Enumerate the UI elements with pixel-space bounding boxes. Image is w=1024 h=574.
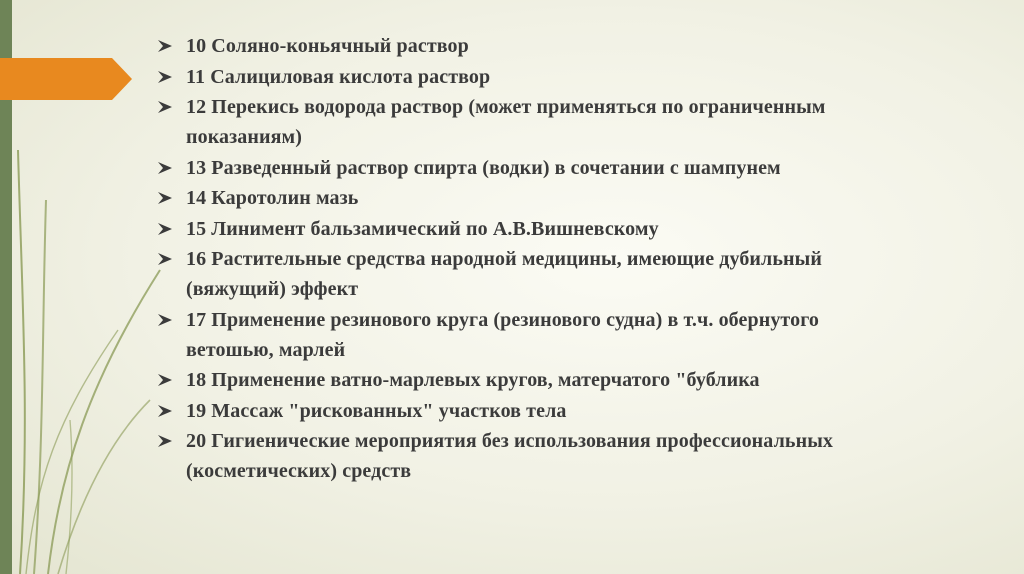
list-item xyxy=(156,244,876,304)
list-item-text: 19 Массаж "рискованных" участков тела xyxy=(186,399,567,422)
list-item-text: 16 Растительные средства народной медицины, имеющие дубильный (вяжущий) эффект xyxy=(186,248,823,300)
arrowhead-bullet-icon xyxy=(157,223,173,235)
list-item xyxy=(156,31,876,61)
arrowhead-bullet-icon xyxy=(157,162,173,174)
arrowhead-bullet-icon xyxy=(157,253,173,265)
list-item-text: 11 Салициловая кислота раствор xyxy=(186,65,491,88)
list-item xyxy=(156,62,876,92)
list-item-text: 18 Применение ватно-марлевых кругов, матерчатого "бублика xyxy=(186,369,760,391)
arrowhead-bullet-icon xyxy=(157,71,173,83)
arrowhead-bullet-icon xyxy=(157,40,173,52)
list-item xyxy=(156,305,876,365)
arrowhead-bullet-icon xyxy=(157,192,173,204)
list-item xyxy=(156,183,876,213)
arrowhead-bullet-icon xyxy=(157,374,173,386)
list-item xyxy=(156,396,876,426)
arrowhead-bullet-icon xyxy=(157,435,173,447)
list-item-text: 17 Применение резинового круга (резинового судна) в т.ч. обернутого ветошью, марлей xyxy=(186,308,819,361)
list-item-text: 14 Каротолин мазь xyxy=(186,187,359,209)
list-item-text: 10 Соляно-коньячный раствор xyxy=(186,35,469,57)
list-item xyxy=(156,153,876,183)
orange-arrow-tab xyxy=(0,58,132,100)
list-item xyxy=(156,365,876,395)
arrowhead-bullet-icon xyxy=(157,405,173,417)
list-item-text: 20 Гигиенические мероприятия без использования профессиональных (косметических) средств xyxy=(186,430,834,482)
bullet-list xyxy=(156,31,876,486)
arrowhead-bullet-icon xyxy=(157,314,173,326)
arrowhead-bullet-icon xyxy=(157,101,173,113)
list-item-text: 12 Перекись водорода раствор (может применяться по ограниченным показаниям) xyxy=(186,96,826,148)
list-item-text: 13 Разведенный раствор спирта (водки) в сочетании с шампунем xyxy=(186,156,781,179)
list-item xyxy=(156,214,876,244)
list-item xyxy=(156,426,876,486)
list-item-text: 15 Линимент бальзамический по А.В.Вишневскому xyxy=(186,217,659,240)
list-item xyxy=(156,92,876,152)
